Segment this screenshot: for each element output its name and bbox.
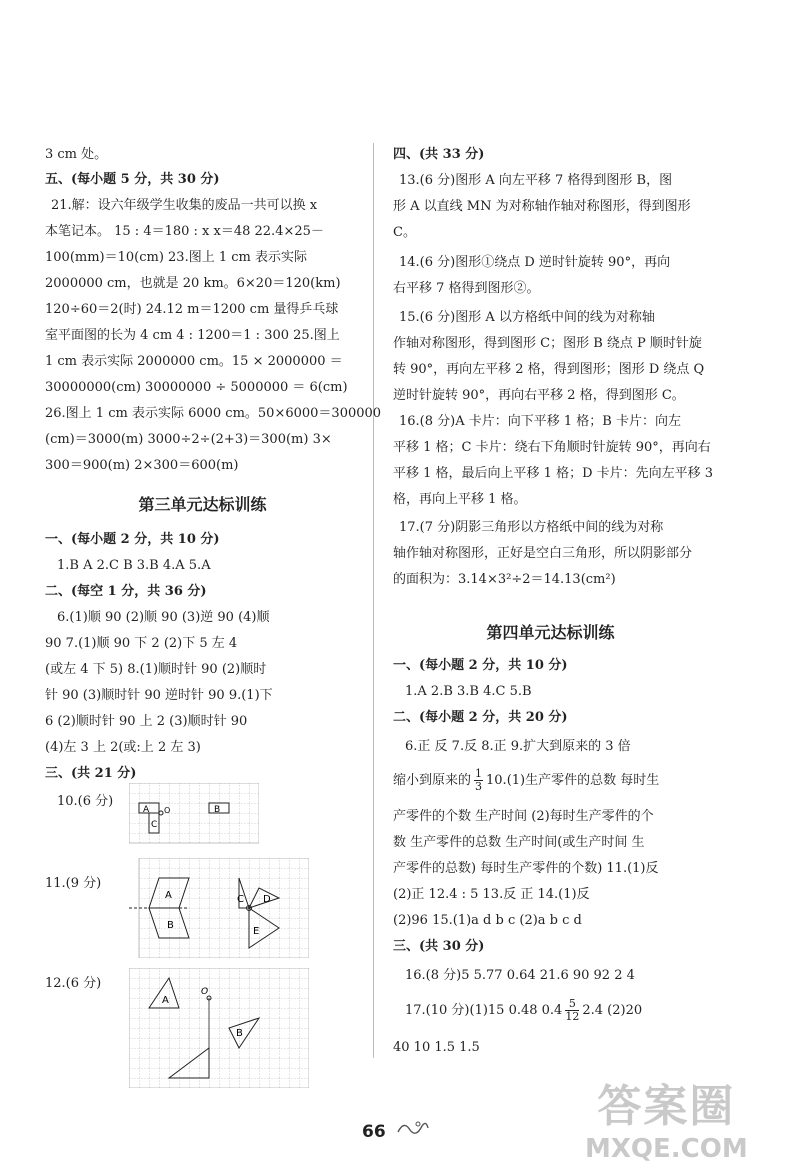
label-A: A — [162, 995, 169, 1006]
text-segment: 缩小到原来的 — [393, 773, 472, 788]
column-divider — [373, 143, 374, 1058]
text-line: C。 — [393, 225, 416, 240]
text-line: 17.(7 分)阴影三角形以方格纸中间的线为对称 — [399, 520, 664, 535]
text-segment: 2.4 (2)20 — [582, 1003, 643, 1018]
fraction-denominator: 3 — [475, 780, 483, 793]
figure-10-grid — [129, 783, 259, 845]
label-A: A — [143, 805, 150, 815]
unit3-title: 第三单元达标训练 — [138, 495, 267, 514]
text-line: 40 10 1.5 1.5 — [393, 1040, 480, 1055]
text-line: 轴作轴对称图形，正好是空白三角形，所以阴影部分 — [393, 546, 693, 561]
text-line: 3 cm 处。 — [45, 147, 108, 162]
text-line: 产零件的个数 生产时间 (2)每时生产零件的个 — [393, 809, 654, 824]
section-heading: 二、(每空 1 分，共 36 分) — [45, 584, 207, 599]
text-line: 2000000 cm，也就是 20 km。6×20＝120(km) — [45, 276, 341, 291]
text-line: 产零件的总数) 每时生产零件的个数) 11.(1)反 — [393, 861, 659, 876]
label-O: O — [201, 987, 209, 997]
text-line: 数 生产零件的总数 生产时间(或生产时间 生 — [393, 835, 645, 850]
text-line: 1.B A 2.C B 3.B 4.A 5.A — [57, 558, 211, 573]
figure-label-10: 10.(6 分) — [57, 794, 114, 809]
section-heading: 一、(每小题 2 分，共 10 分) — [45, 532, 220, 547]
label-D: D — [263, 894, 271, 905]
text-line: 室平面图的长为 4 cm 4 : 1200＝1 : 300 25.图上 — [45, 328, 340, 343]
label-B: B — [167, 920, 174, 931]
unit4-title: 第四单元达标训练 — [486, 623, 615, 642]
text-line: 13.(6 分)图形 A 向左平移 7 格得到图形 B，图 — [399, 173, 673, 188]
text-line: (4)左 3 上 2(或:上 2 左 3) — [45, 740, 201, 755]
figure-label-12: 12.(6 分) — [45, 976, 102, 991]
text-line: 平移 1 格，最后向上平移 1 格；D 卡片：先向左平移 3 — [393, 466, 714, 481]
text-line: 1.A 2.B 3.B 4.C 5.B — [405, 684, 532, 699]
watermark — [585, 1070, 748, 1164]
section-heading: 二、(每小题 2 分，共 20 分) — [393, 710, 568, 725]
label-O: O — [164, 806, 171, 815]
text-line: 右平移 7 格得到图形②。 — [393, 281, 540, 296]
text-line: 本笔记本。 15 : 4＝180 : x x＝48 22.4×25－ — [45, 224, 324, 239]
text-line: 120÷60＝2(时) 24.12 m＝1200 cm 量得乒乓球 — [45, 302, 339, 317]
watermark-url: MXQE.COM — [585, 1134, 748, 1164]
text-line: 16.(8 分)A 卡片：向下平移 1 格；B 卡片：向左 — [399, 414, 681, 429]
text-line: 14.(6 分)图形①绕点 D 逆时针旋转 90°，再向 — [399, 255, 671, 270]
text-line: 100(mm)＝10(cm) 23.图上 1 cm 表示实际 — [45, 250, 307, 265]
text-line: (2)96 15.(1)a d b c (2)a b c d — [393, 913, 582, 928]
section-heading: 五、(每小题 5 分，共 30 分) — [45, 172, 220, 187]
text-line: 6 (2)顺时针 90 上 2 (3)顺时针 90 — [45, 714, 248, 729]
section-heading: 一、(每小题 2 分，共 10 分) — [393, 658, 568, 673]
fraction-numerator: 5 — [565, 998, 579, 1011]
text-line: 26.图上 1 cm 表示实际 6000 cm。50×6000＝300000 — [45, 406, 382, 421]
text-line: 形 A 以直线 MN 为对称轴作轴对称图形，得到图形 — [393, 199, 691, 214]
text-line: 转 90°，再向左平移 2 格，得到图形；图形 D 绕点 Q — [393, 362, 705, 377]
text-line: 逆时针旋转 90°，再向右平移 2 格，得到图形 C。 — [393, 388, 685, 403]
text-line: 的面积为：3.14×3²÷2＝14.13(cm²) — [393, 572, 616, 587]
watermark-logo: 答案圈 — [597, 1081, 736, 1132]
page-decoration-icon — [396, 1118, 430, 1138]
text-line: 针 90 (3)顺时针 90 逆时针 90 9.(1)下 — [45, 688, 273, 703]
text-line: 1 cm 表示实际 2000000 cm。15 × 2000000 ＝ — [45, 354, 343, 369]
label-B: B — [236, 1028, 243, 1039]
text-line: (cm)＝3000(m) 3000÷2÷(2+3)＝300(m) 3× — [45, 432, 332, 447]
text-line-with-fraction — [405, 998, 642, 1023]
text-line: 21.解：设六年级学生收集的废品一共可以换 x — [51, 198, 318, 213]
text-line: 平移 1 格；C 卡片：绕右下角顺时针旋转 90°，再向右 — [393, 440, 711, 455]
page-number: 66 — [362, 1122, 386, 1142]
label-E: E — [253, 926, 260, 937]
text-segment: 17.(10 分)(1)15 0.48 0.4 — [405, 1003, 563, 1018]
fraction-one-third — [474, 768, 483, 793]
text-line: 16.(8 分)5 5.77 0.64 21.6 90 92 2 4 — [405, 968, 635, 983]
text-line-with-fraction — [393, 768, 659, 793]
figure-11-grid — [129, 858, 309, 958]
text-segment: 10.(1)生产零件的总数 每时生 — [486, 773, 660, 788]
fraction-numerator: 1 — [475, 767, 483, 780]
fraction-denominator: 12 — [565, 1010, 580, 1023]
text-line: 30000000(cm) 30000000 ÷ 5000000 ＝ 6(cm) — [45, 380, 348, 395]
label-C: C — [237, 894, 244, 905]
text-line: 300＝900(m) 2×300＝600(m) — [45, 458, 239, 473]
text-line: 90 7.(1)顺 90 下 2 (2)下 5 左 4 — [45, 636, 238, 651]
label-C: C — [151, 820, 158, 830]
text-line: (或左 4 下 5) 8.(1)顺时针 90 (2)顺时 — [45, 662, 267, 677]
text-line: 6.正 反 7.反 8.正 9.扩大到原来的 3 倍 — [405, 739, 631, 754]
label-A: A — [165, 890, 172, 901]
section-heading: 三、(共 30 分) — [393, 939, 485, 954]
text-line: 15.(6 分)图形 A 以方格纸中间的线为对称轴 — [399, 310, 655, 325]
text-line: 6.(1)顺 90 (2)顺 90 (3)逆 90 (4)顺 — [57, 610, 270, 625]
text-line: (2)正 12.4 : 5 13.反 正 14.(1)反 — [393, 887, 590, 902]
section-heading: 三、(共 21 分) — [45, 766, 137, 781]
section-heading: 四、(共 33 分) — [393, 147, 485, 162]
figure-12-grid — [129, 968, 309, 1088]
text-line: 格，再向上平移 1 格。 — [393, 492, 527, 507]
figure-label-11: 11.(9 分) — [45, 876, 102, 891]
fraction-five-twelfths — [565, 998, 579, 1023]
text-line: 作轴对称图形，得到图形 C；图形 B 绕点 P 顺时针旋 — [393, 336, 702, 351]
label-B: B — [214, 805, 221, 815]
